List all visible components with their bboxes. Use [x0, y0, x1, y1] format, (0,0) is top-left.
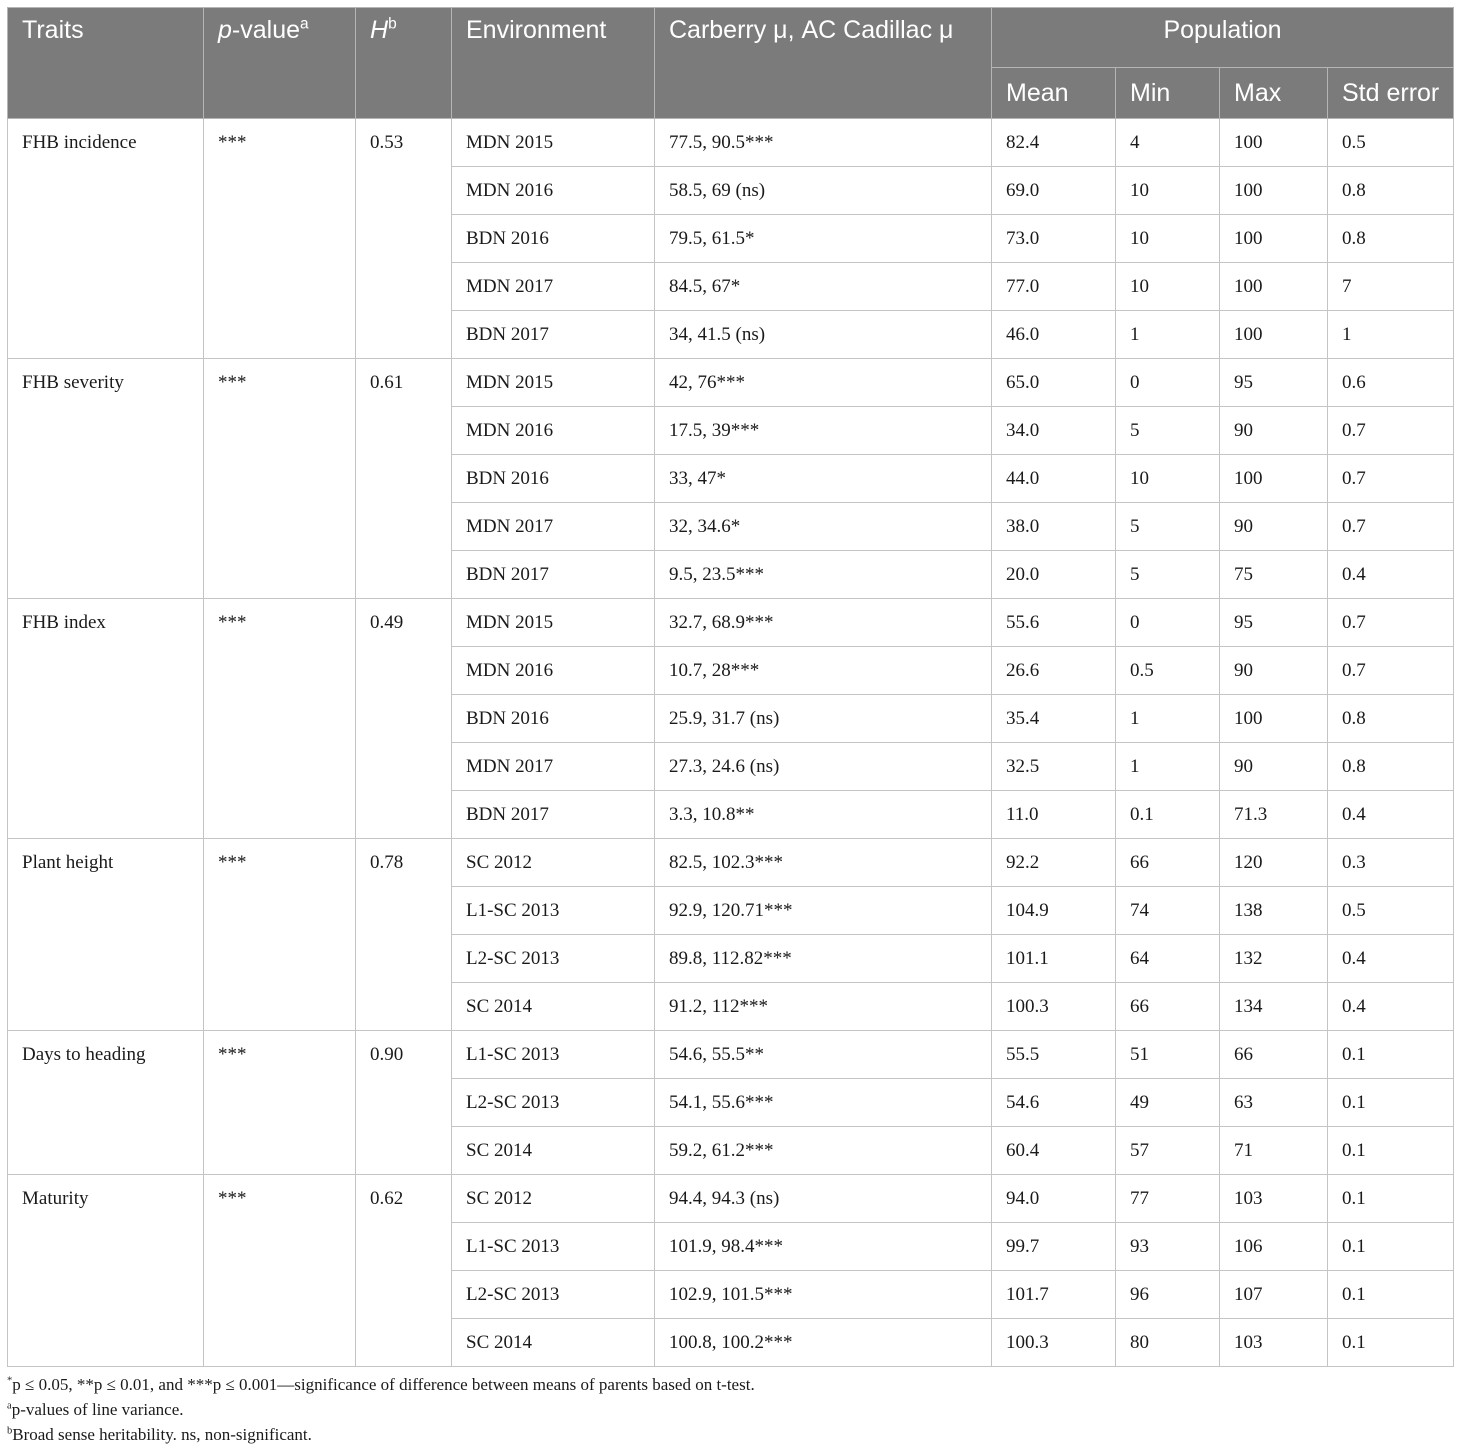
min-cell: 1	[1116, 695, 1220, 743]
parents-cell: 77.5, 90.5***	[655, 119, 992, 167]
environment-cell: MDN 2016	[452, 167, 655, 215]
min-cell: 93	[1116, 1223, 1220, 1271]
table-row	[8, 1031, 1454, 1079]
std-error-cell: 0.7	[1328, 599, 1454, 647]
min-cell: 0	[1116, 599, 1220, 647]
mean-cell: 92.2	[992, 839, 1116, 887]
std-error-cell: 0.4	[1328, 551, 1454, 599]
min-cell: 1	[1116, 743, 1220, 791]
mean-cell: 77.0	[992, 263, 1116, 311]
header-population: Population	[992, 8, 1454, 68]
environment-cell: SC 2012	[452, 839, 655, 887]
max-cell: 63	[1220, 1079, 1328, 1127]
mean-cell: 82.4	[992, 119, 1116, 167]
environment-cell: BDN 2017	[452, 791, 655, 839]
min-cell: 5	[1116, 551, 1220, 599]
footnote-significance	[7, 1372, 1453, 1397]
max-cell: 100	[1220, 695, 1328, 743]
max-cell: 103	[1220, 1319, 1328, 1367]
parents-cell: 89.8, 112.82***	[655, 935, 992, 983]
parents-cell: 102.9, 101.5***	[655, 1271, 992, 1319]
mean-cell: 34.0	[992, 407, 1116, 455]
min-cell: 77	[1116, 1175, 1220, 1223]
environment-cell: MDN 2017	[452, 743, 655, 791]
max-cell: 138	[1220, 887, 1328, 935]
mean-cell: 26.6	[992, 647, 1116, 695]
table-header	[8, 8, 1454, 119]
std-error-cell: 0.1	[1328, 1223, 1454, 1271]
parents-cell: 54.6, 55.5**	[655, 1031, 992, 1079]
pvalue-cell: ***	[204, 1175, 356, 1367]
std-error-cell: 1	[1328, 311, 1454, 359]
min-cell: 96	[1116, 1271, 1220, 1319]
max-cell: 100	[1220, 311, 1328, 359]
mean-cell: 73.0	[992, 215, 1116, 263]
parents-cell: 54.1, 55.6***	[655, 1079, 992, 1127]
parents-cell: 3.3, 10.8**	[655, 791, 992, 839]
max-cell: 71	[1220, 1127, 1328, 1175]
environment-cell: BDN 2017	[452, 551, 655, 599]
parents-cell: 100.8, 100.2***	[655, 1319, 992, 1367]
min-cell: 64	[1116, 935, 1220, 983]
std-error-cell: 0.8	[1328, 167, 1454, 215]
table-row	[8, 1175, 1454, 1223]
header-max: Max	[1220, 68, 1328, 119]
parents-cell: 59.2, 61.2***	[655, 1127, 992, 1175]
std-error-cell: 0.6	[1328, 359, 1454, 407]
min-cell: 66	[1116, 983, 1220, 1031]
min-cell: 0	[1116, 359, 1220, 407]
min-cell: 1	[1116, 311, 1220, 359]
mean-cell: 101.7	[992, 1271, 1116, 1319]
std-error-cell: 0.1	[1328, 1079, 1454, 1127]
table-row	[8, 359, 1454, 407]
max-cell: 90	[1220, 743, 1328, 791]
parents-cell: 94.4, 94.3 (ns)	[655, 1175, 992, 1223]
std-error-cell: 0.3	[1328, 839, 1454, 887]
std-error-cell: 0.4	[1328, 935, 1454, 983]
environment-cell: L2-SC 2013	[452, 935, 655, 983]
max-cell: 71.3	[1220, 791, 1328, 839]
max-cell: 100	[1220, 119, 1328, 167]
footnote-a	[7, 1397, 1453, 1422]
footnote-b-text: Broad sense heritability. ns, non-significant.	[12, 1425, 312, 1444]
max-cell: 90	[1220, 407, 1328, 455]
min-cell: 10	[1116, 215, 1220, 263]
environment-cell: MDN 2017	[452, 263, 655, 311]
min-cell: 0.1	[1116, 791, 1220, 839]
mean-cell: 65.0	[992, 359, 1116, 407]
pvalue-cell: ***	[204, 599, 356, 839]
std-error-cell: 0.7	[1328, 647, 1454, 695]
header-environment: Environment	[452, 8, 655, 119]
parents-cell: 17.5, 39***	[655, 407, 992, 455]
mean-cell: 100.3	[992, 1319, 1116, 1367]
mean-cell: 55.6	[992, 599, 1116, 647]
trait-cell: Plant height	[8, 839, 204, 1031]
max-cell: 100	[1220, 215, 1328, 263]
footnote-sig-text: p ≤ 0.05, **p ≤ 0.01, and ***p ≤ 0.001—significance of difference between means of parents based on t-test.	[12, 1375, 755, 1394]
header-mean: Mean	[992, 68, 1116, 119]
mean-cell: 54.6	[992, 1079, 1116, 1127]
mean-cell: 44.0	[992, 455, 1116, 503]
max-cell: 134	[1220, 983, 1328, 1031]
trait-cell: Maturity	[8, 1175, 204, 1367]
max-cell: 66	[1220, 1031, 1328, 1079]
parents-cell: 32, 34.6*	[655, 503, 992, 551]
mean-cell: 38.0	[992, 503, 1116, 551]
min-cell: 51	[1116, 1031, 1220, 1079]
max-cell: 90	[1220, 503, 1328, 551]
environment-cell: MDN 2016	[452, 407, 655, 455]
footnote-a-text: p-values of line variance.	[11, 1400, 184, 1419]
max-cell: 90	[1220, 647, 1328, 695]
header-parents: Carberry μ, AC Cadillac μ	[655, 8, 992, 119]
footnote-b	[7, 1422, 1453, 1447]
pvalue-cell: ***	[204, 1031, 356, 1175]
parents-cell: 82.5, 102.3***	[655, 839, 992, 887]
header-pvalue-sup: a	[300, 15, 309, 33]
environment-cell: BDN 2016	[452, 455, 655, 503]
environment-cell: SC 2012	[452, 1175, 655, 1223]
parents-cell: 92.9, 120.71***	[655, 887, 992, 935]
trait-cell: FHB incidence	[8, 119, 204, 359]
mean-cell: 46.0	[992, 311, 1116, 359]
max-cell: 95	[1220, 599, 1328, 647]
environment-cell: BDN 2017	[452, 311, 655, 359]
parents-cell: 10.7, 28***	[655, 647, 992, 695]
environment-cell: MDN 2015	[452, 119, 655, 167]
std-error-cell: 0.1	[1328, 1031, 1454, 1079]
mean-cell: 35.4	[992, 695, 1116, 743]
environment-cell: MDN 2015	[452, 359, 655, 407]
max-cell: 103	[1220, 1175, 1328, 1223]
footnote-sig-sup: *	[7, 1375, 13, 1387]
min-cell: 10	[1116, 263, 1220, 311]
header-pvalue-p: p	[218, 16, 232, 44]
min-cell: 5	[1116, 503, 1220, 551]
table-container	[7, 7, 1453, 1447]
mean-cell: 99.7	[992, 1223, 1116, 1271]
mean-cell: 69.0	[992, 167, 1116, 215]
max-cell: 132	[1220, 935, 1328, 983]
footnote-b-sup: b	[7, 1425, 13, 1437]
table-row	[8, 839, 1454, 887]
heritability-cell: 0.90	[356, 1031, 452, 1175]
min-cell: 66	[1116, 839, 1220, 887]
header-pvalue-rest: -value	[231, 16, 300, 44]
max-cell: 100	[1220, 167, 1328, 215]
environment-cell: SC 2014	[452, 1319, 655, 1367]
std-error-cell: 0.4	[1328, 983, 1454, 1031]
header-heritability	[356, 8, 452, 119]
parents-cell: 9.5, 23.5***	[655, 551, 992, 599]
mean-cell: 94.0	[992, 1175, 1116, 1223]
environment-cell: BDN 2016	[452, 215, 655, 263]
environment-cell: SC 2014	[452, 1127, 655, 1175]
min-cell: 5	[1116, 407, 1220, 455]
parents-cell: 91.2, 112***	[655, 983, 992, 1031]
min-cell: 57	[1116, 1127, 1220, 1175]
environment-cell: BDN 2016	[452, 695, 655, 743]
header-traits: Traits	[8, 8, 204, 119]
std-error-cell: 7	[1328, 263, 1454, 311]
mean-cell: 104.9	[992, 887, 1116, 935]
environment-cell: L2-SC 2013	[452, 1079, 655, 1127]
trait-cell: FHB index	[8, 599, 204, 839]
mean-cell: 60.4	[992, 1127, 1116, 1175]
environment-cell: SC 2014	[452, 983, 655, 1031]
environment-cell: L1-SC 2013	[452, 887, 655, 935]
header-pvalue	[204, 8, 356, 119]
pvalue-cell: ***	[204, 839, 356, 1031]
parents-cell: 25.9, 31.7 (ns)	[655, 695, 992, 743]
mean-cell: 11.0	[992, 791, 1116, 839]
heritability-cell: 0.53	[356, 119, 452, 359]
footnote-a-sup: a	[7, 1400, 12, 1412]
parents-cell: 32.7, 68.9***	[655, 599, 992, 647]
environment-cell: L1-SC 2013	[452, 1223, 655, 1271]
mean-cell: 55.5	[992, 1031, 1116, 1079]
min-cell: 4	[1116, 119, 1220, 167]
parents-cell: 42, 76***	[655, 359, 992, 407]
environment-cell: MDN 2016	[452, 647, 655, 695]
max-cell: 95	[1220, 359, 1328, 407]
min-cell: 80	[1116, 1319, 1220, 1367]
mean-cell: 20.0	[992, 551, 1116, 599]
environment-cell: MDN 2017	[452, 503, 655, 551]
table-row	[8, 119, 1454, 167]
std-error-cell: 0.1	[1328, 1127, 1454, 1175]
max-cell: 100	[1220, 263, 1328, 311]
pvalue-cell: ***	[204, 359, 356, 599]
max-cell: 107	[1220, 1271, 1328, 1319]
header-std-error: Std error	[1328, 68, 1454, 119]
std-error-cell: 0.1	[1328, 1319, 1454, 1367]
std-error-cell: 0.8	[1328, 743, 1454, 791]
std-error-cell: 0.1	[1328, 1175, 1454, 1223]
environment-cell: L1-SC 2013	[452, 1031, 655, 1079]
table-body	[8, 119, 1454, 1367]
header-h-sup: b	[388, 15, 397, 33]
environment-cell: MDN 2015	[452, 599, 655, 647]
trait-cell: FHB severity	[8, 359, 204, 599]
trait-cell: Days to heading	[8, 1031, 204, 1175]
std-error-cell: 0.5	[1328, 119, 1454, 167]
max-cell: 120	[1220, 839, 1328, 887]
std-error-cell: 0.1	[1328, 1271, 1454, 1319]
std-error-cell: 0.8	[1328, 215, 1454, 263]
parents-cell: 34, 41.5 (ns)	[655, 311, 992, 359]
std-error-cell: 0.7	[1328, 455, 1454, 503]
parents-cell: 27.3, 24.6 (ns)	[655, 743, 992, 791]
heritability-cell: 0.49	[356, 599, 452, 839]
parents-cell: 84.5, 67*	[655, 263, 992, 311]
header-min: Min	[1116, 68, 1220, 119]
min-cell: 10	[1116, 167, 1220, 215]
std-error-cell: 0.5	[1328, 887, 1454, 935]
std-error-cell: 0.7	[1328, 503, 1454, 551]
parents-cell: 101.9, 98.4***	[655, 1223, 992, 1271]
mean-cell: 101.1	[992, 935, 1116, 983]
parents-cell: 79.5, 61.5*	[655, 215, 992, 263]
header-h-main: H	[370, 16, 389, 44]
parents-cell: 33, 47*	[655, 455, 992, 503]
std-error-cell: 0.4	[1328, 791, 1454, 839]
heritability-cell: 0.78	[356, 839, 452, 1031]
heritability-cell: 0.61	[356, 359, 452, 599]
pvalue-cell: ***	[204, 119, 356, 359]
table-row	[8, 599, 1454, 647]
parents-cell: 58.5, 69 (ns)	[655, 167, 992, 215]
max-cell: 75	[1220, 551, 1328, 599]
environment-cell: L2-SC 2013	[452, 1271, 655, 1319]
std-error-cell: 0.7	[1328, 407, 1454, 455]
min-cell: 0.5	[1116, 647, 1220, 695]
max-cell: 106	[1220, 1223, 1328, 1271]
mean-cell: 100.3	[992, 983, 1116, 1031]
std-error-cell: 0.8	[1328, 695, 1454, 743]
min-cell: 49	[1116, 1079, 1220, 1127]
heritability-cell: 0.62	[356, 1175, 452, 1367]
min-cell: 10	[1116, 455, 1220, 503]
data-table	[7, 7, 1454, 1367]
min-cell: 74	[1116, 887, 1220, 935]
footnotes	[7, 1372, 1453, 1447]
mean-cell: 32.5	[992, 743, 1116, 791]
max-cell: 100	[1220, 455, 1328, 503]
